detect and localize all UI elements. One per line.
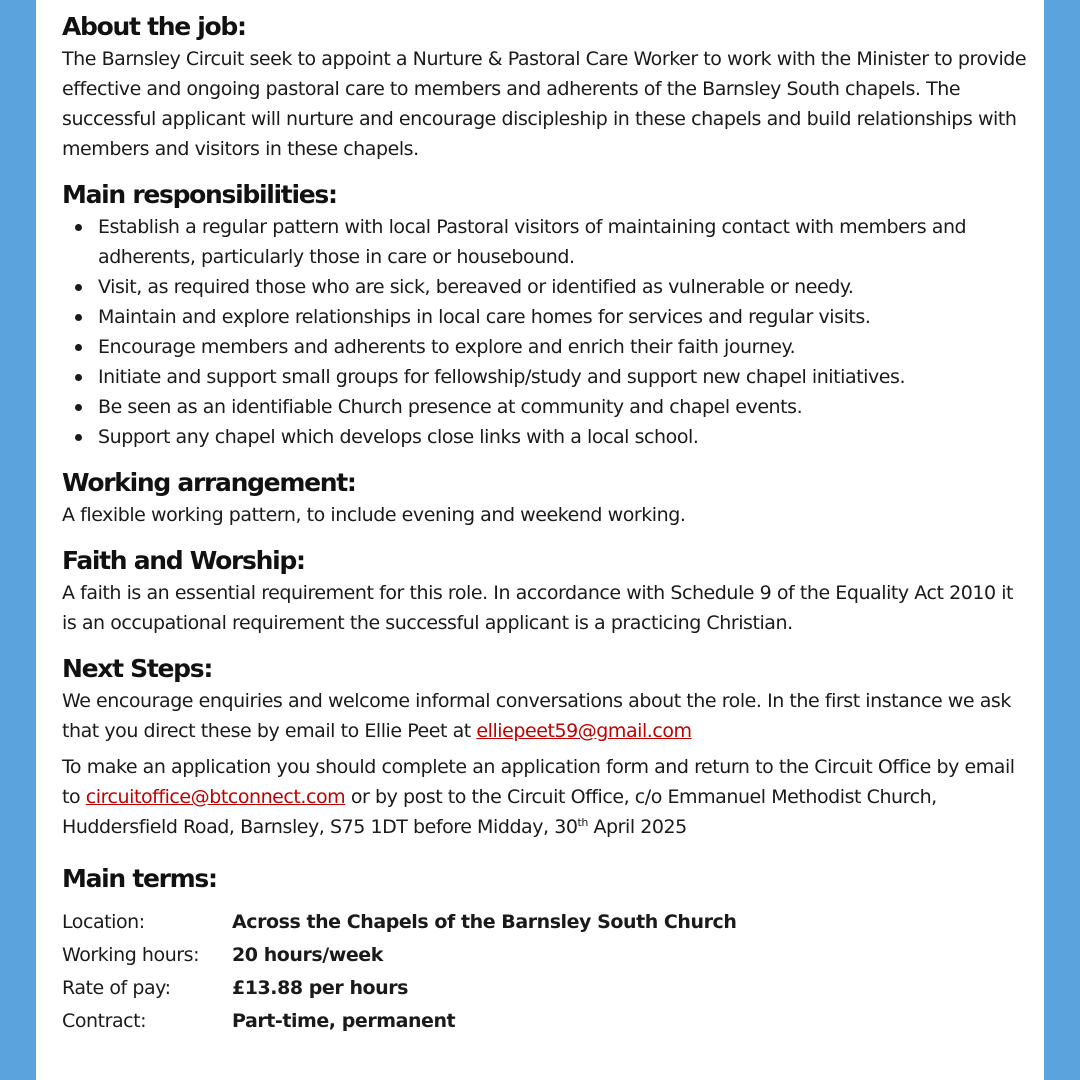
bullet-icon (75, 314, 82, 321)
terms-table (62, 906, 1032, 1038)
list-item: Initiate and support small groups for fellowship/study and support new chapel initiatives. (62, 362, 1032, 392)
list-item: Establish a regular pattern with local Pastoral visitors of maintaining contact with members and adherents, particularly those in care or housebound. (62, 212, 1032, 272)
working-text: A flexible working pattern, to include evening and weekend working. (62, 504, 686, 526)
bullet-icon (75, 224, 82, 231)
bullet-icon (75, 404, 82, 411)
list-item: Be seen as an identifiable Church presence at community and chapel events. (62, 392, 1032, 422)
bullet-icon (75, 344, 82, 351)
term-value: £13.88 per hours (232, 977, 408, 999)
term-value: Part-time, permanent (232, 1010, 456, 1032)
list-item: Maintain and explore relationships in local care homes for services and regular visits. (62, 302, 1032, 332)
list-item: Encourage members and adherents to explore and enrich their faith journey. (62, 332, 1032, 362)
date-ordinal-suffix: th (577, 816, 588, 829)
about-heading: About the job: (62, 12, 246, 41)
job-advert-content (62, 10, 1032, 1038)
faith-text: A faith is an essential requirement for this role. In accordance with Schedule 9 of the Equality Act 2010 it is an occupational requirement the successful applicant is a practicing Christian. (62, 582, 1014, 634)
term-value: 20 hours/week (232, 944, 383, 966)
term-label: Rate of pay: (62, 977, 171, 999)
bullet-icon (75, 434, 82, 441)
bullet-icon (75, 374, 82, 381)
term-value: Across the Chapels of the Barnsley South Church (232, 911, 737, 933)
term-label: Working hours: (62, 944, 200, 966)
circuit-office-email-link[interactable]: circuitoffice@btconnect.com (85, 786, 346, 808)
job-advert-page (36, 0, 1044, 1080)
term-label: Location: (62, 911, 145, 933)
list-item: Support any chapel which develops close links with a local school. (62, 422, 1032, 452)
list-item: Visit, as required those who are sick, bereaved or identified as vulnerable or needy. (62, 272, 1032, 302)
terms-heading: Main terms: (62, 864, 217, 893)
responsibilities-heading: Main responsibilities: (62, 180, 337, 209)
term-row (62, 906, 1032, 939)
next-steps-enquiries: We encourage enquiries and welcome informal conversations about the role. In the first instance we ask that you direct these by email to Ellie Peet at elliepeet59@gmail.com (62, 690, 1011, 742)
working-heading: Working arrangement: (62, 468, 356, 497)
about-text: The Barnsley Circuit seek to appoint a Nurture & Pastoral Care Worker to work with the Minister to provide effective and ongoing pastoral care to members and adherents of the Barnsley South chapels. The successful applicant will nurture and encourage discipleship in these chapels and build relationships with members and visitors in these chapels. (62, 48, 1027, 160)
term-row (62, 972, 1032, 1005)
next-steps-heading: Next Steps: (62, 654, 213, 683)
ellie-email-link[interactable]: elliepeet59@gmail.com (476, 720, 692, 742)
next-steps-application: To make an application you should complete an application form and return to the Circuit Office by email to circuitoffice@btconnect.com or by post to the Circuit Office, c/o Emmanuel Methodist Church, Huddersfield Road, Barnsley, S75 1DT before Midday, 30th April 2025 (62, 756, 1015, 838)
term-row (62, 1005, 1032, 1038)
bullet-icon (75, 284, 82, 291)
term-label: Contract: (62, 1010, 147, 1032)
term-row (62, 939, 1032, 972)
responsibilities-list (62, 212, 1032, 452)
faith-heading: Faith and Worship: (62, 546, 305, 575)
